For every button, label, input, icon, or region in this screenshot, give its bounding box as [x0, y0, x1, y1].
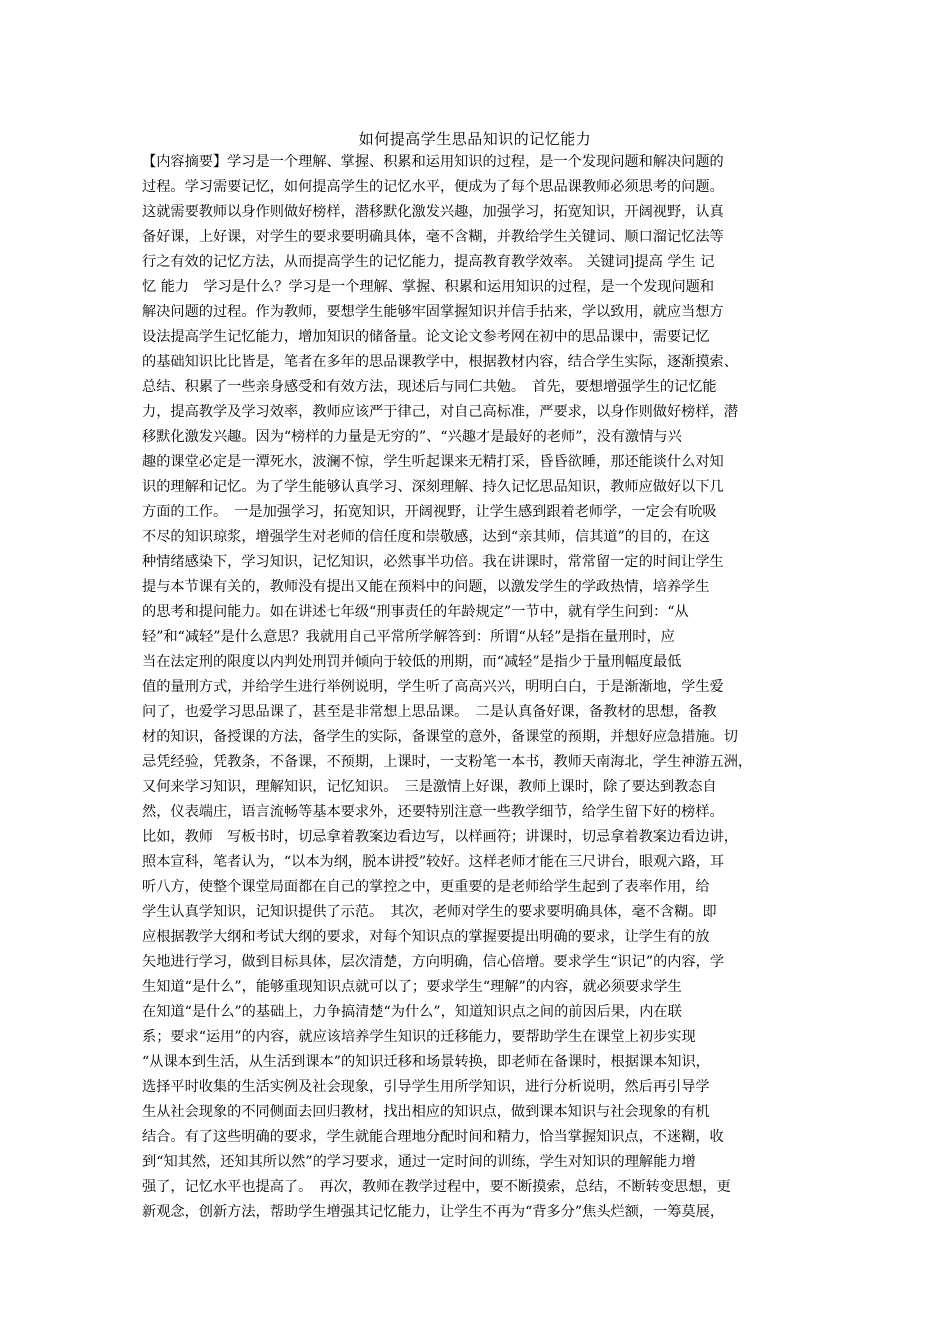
- text-line: 新观念，创新方法，帮助学生增强其记忆能力，让学生不再为“背多分”焦头烂额，一筹莫展，: [142, 1204, 725, 1220]
- text-line: 不尽的知识琼浆，增强学生对老师的信任度和崇敬感，达到“亲其师，信其道”的目的，在这: [142, 529, 710, 545]
- text-line: 生知道“是什么”，能够重现知识点就可以了；要求学生“理解”的内容，就必须要求学生: [142, 979, 682, 995]
- text-line: 识的理解和记忆。为了学生能够认真学习、深刻理解、持久记忆思品知识，教师应做好以下几: [142, 479, 724, 495]
- text-line: 种情绪感染下，学习知识，记忆知识，必然事半功倍。我在讲课时，常常留一定的时间让学生: [142, 554, 724, 570]
- document-body: [142, 150, 808, 1225]
- text-line: 提与本节课有关的，教师没有提出又能在预料中的问题，以激发学生的学政热情，培养学生: [142, 579, 710, 595]
- text-line: 当在法定刑的限度以内判处刑罚并倾向于较低的刑期，而“减轻”是指少于量刑幅度最低: [142, 654, 682, 670]
- text-line: 比如，教师 写板书时，切忌拿着教案边看边写，以样画符；讲课时，切忌拿着教案边看边讲，: [142, 829, 738, 845]
- text-line: 在知道“是什么”的基础上，力争搞清楚“为什么”，知道知识点之间的前因后果，内在联: [142, 1004, 682, 1020]
- text-line: 结合。有了这些明确的要求，学生就能合理地分配时间和精力，恰当掌握知识点，不迷糊，收: [142, 1129, 724, 1145]
- text-line: 学生认真学知识，记知识提供了示范。 其次，老师对学生的要求要明确具体，毫不含糊。即: [142, 904, 717, 920]
- text-line: 备好课，上好课，对学生的要求要明确具体，毫不含糊，并教给学生关键词、顺口溜记忆法等: [142, 229, 724, 245]
- text-line: 力，提高教学及学习效率，教师应该严于律己，对自己高标准，严要求，以身作则做好榜样，潜: [142, 404, 738, 420]
- text-line: 值的量刑方式，并给学生进行举例说明，学生听了高高兴兴，明明白白，于是渐渐地，学生爱: [142, 679, 724, 695]
- text-line: 然，仪表端庄，语言流畅等基本要求外，还要特别注意一些教学细节，给学生留下好的榜样。: [142, 804, 724, 820]
- text-line: 过程。学习需要记忆，如何提高学生的记忆水平，便成为了每个思品课教师必须思考的问题。: [142, 179, 724, 195]
- text-line: 照本宣科，笔者认为，“以本为纲，脱本讲授”较好。这样老师才能在三尺讲台，眼观六路，耳: [142, 854, 725, 870]
- text-line: 解决问题的过程。作为教师，要想学生能够牢固掌握知识并信手拈来，学以致用，就应当想方: [142, 304, 724, 320]
- text-line: 材的知识，备授课的方法，备学生的实际，备课堂的意外，备课堂的预期，并想好应急措施。切: [142, 729, 738, 745]
- text-line: 生从社会现象的不同侧面去回归教材，找出相应的知识点，做到课本知识与社会现象的有机: [142, 1104, 710, 1120]
- text-line: 【内容摘要】学习是一个理解、掌握、积累和运用知识的过程，是一个发现问题和解决问题的: [142, 154, 724, 170]
- text-line: 选择平时收集的生活实例及社会现象，引导学生用所学知识，进行分析说明，然后再引导学: [142, 1079, 710, 1095]
- text-line: 问了，也爱学习思品课了，甚至是非常想上思品课。 二是认真备好课，备教材的思想，备教: [142, 704, 717, 720]
- text-line: 方面的工作。 一是加强学习，拓宽知识，开阔视野，让学生感到跟着老师学，一定会有吮吸: [142, 504, 717, 520]
- text-line: 忆 能力 学习是什么？学习是一个理解、掌握、积累和运用知识的过程，是一个发现问题和: [142, 279, 715, 295]
- text-line: 行之有效的记忆方法，从而提高学生的记忆能力，提高教育教学效率。 关键词]提高 学生 记: [142, 254, 715, 270]
- text-line: 听八方，使整个课堂局面都在自己的掌控之中，更重要的是老师给学生起到了表率作用，给: [142, 879, 710, 895]
- text-line: 的基础知识比比皆是，笔者在多年的思品课教学中，根据教材内容，结合学生实际，逐渐摸索、: [142, 354, 738, 370]
- text-line: 忌凭经验，凭教条，不备课，不预期，上课时，一支粉笔一本书，教师天南海北，学生神游五洲，: [142, 754, 753, 770]
- text-line: 强了，记忆水平也提高了。 再次，教师在教学过程中，要不断摸索，总结，不断转变思想，更: [142, 1179, 731, 1195]
- text-line: 系；要求“运用”的内容，就应该培养学生知识的迁移能力，要帮助学生在课堂上初步实现: [142, 1029, 696, 1045]
- text-line: 设法提高学生记忆能力，增加知识的储备量。论文论文参考网在初中的思品课中，需要记忆: [142, 329, 710, 345]
- text-line: 轻”和“减轻”是什么意思？我就用自己平常所学解答到：所谓“从轻”是指在量刑时，应: [142, 629, 675, 645]
- text-line: 移默化激发兴趣。因为“榜样的力量是无穷的”、“兴趣才是最好的老师”，没有激情与兴: [142, 429, 682, 445]
- text-line: 总结、积累了一些亲身感受和有效方法，现述后与同仁共勉。 首先，要想增强学生的记忆能: [142, 379, 717, 395]
- text-line: “从课本到生活，从生活到课本”的知识迁移和场景转换，即老师在备课时，根据课本知识，: [142, 1054, 710, 1070]
- text-line: 的思考和提问能力。如在讲述七年级“刑事责任的年龄规定”一节中，就有学生问到：“从: [142, 604, 689, 620]
- text-line: 矢地进行学习，做到目标具体，层次清楚，方向明确，信心倍增。要求学生“识记”的内容，学: [142, 954, 725, 970]
- document-title: 如何提高学生思品知识的记忆能力: [358, 130, 592, 148]
- text-line: 应根据教学大纲和考试大纲的要求，对每个知识点的掌握要提出明确的要求，让学生有的放: [142, 929, 710, 945]
- text-line: 这就需要教师以身作则做好榜样，潜移默化激发兴趣，加强学习，拓宽知识，开阔视野，认真: [142, 204, 724, 220]
- text-line: 又何来学习知识，理解知识，记忆知识。 三是激情上好课，教师上课时，除了要达到教态自: [142, 779, 717, 795]
- text-line: 到“知其然，还知其所以然”的学习要求，通过一定时间的训练，学生对知识的理解能力增: [142, 1154, 696, 1170]
- text-line: 趣的课堂必定是一潭死水，波澜不惊，学生听起课来无精打采，昏昏欲睡，那还能谈什么对知: [142, 454, 724, 470]
